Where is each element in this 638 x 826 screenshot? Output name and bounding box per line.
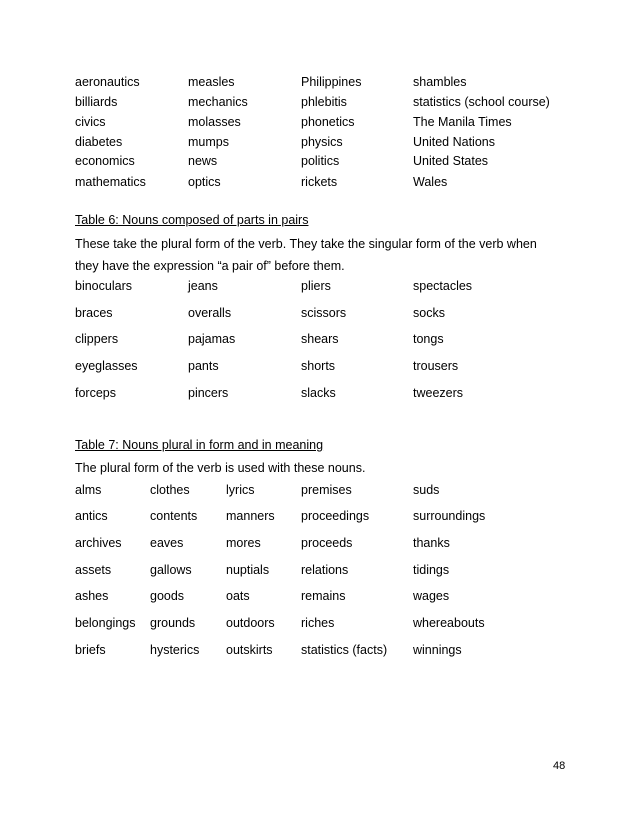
table-row <box>0 506 638 526</box>
table-row <box>0 480 638 500</box>
table-cell: measles <box>188 75 235 89</box>
table-cell: scissors <box>301 306 347 320</box>
table-cell: overalls <box>188 306 232 320</box>
table-cell: mores <box>226 536 261 550</box>
table-cell: Philippines <box>301 75 362 89</box>
table-cell: belongings <box>75 616 136 630</box>
table-cell: Wales <box>413 175 448 189</box>
table-cell: molasses <box>188 115 241 129</box>
table-row <box>0 151 638 171</box>
table-cell: jeans <box>188 279 218 293</box>
table-cell: clothes <box>150 483 190 497</box>
table-row <box>0 132 638 152</box>
table-cell: wages <box>413 589 450 603</box>
table-cell: pants <box>188 359 219 373</box>
table-cell: proceeds <box>301 536 353 550</box>
table-cell: eyeglasses <box>75 359 138 373</box>
table-cell: suds <box>413 483 440 497</box>
table-cell: winnings <box>413 643 462 657</box>
table-cell: aeronautics <box>75 75 140 89</box>
table6-heading: Table 6: Nouns composed of parts in pairs <box>75 213 309 227</box>
table-cell: pincers <box>188 386 229 400</box>
table-cell: clippers <box>75 332 119 346</box>
table-row <box>0 303 638 323</box>
table-row <box>0 613 638 633</box>
table-row <box>0 92 638 112</box>
table-cell: forceps <box>75 386 116 400</box>
table-cell: rickets <box>301 175 338 189</box>
table-cell: phlebitis <box>301 95 347 109</box>
table-cell: United Nations <box>413 135 495 149</box>
table-cell: grounds <box>150 616 196 630</box>
table-cell: riches <box>301 616 335 630</box>
table-cell: whereabouts <box>413 616 485 630</box>
table6-description-line1: These take the plural form of the verb. They take the singular form of the verb when <box>75 237 537 251</box>
table-row <box>0 276 638 296</box>
table-cell: briefs <box>75 643 106 657</box>
table-cell: phonetics <box>301 115 355 129</box>
table-cell: premises <box>301 483 352 497</box>
table-row <box>0 329 638 349</box>
table6-description-line2: they have the expression “a pair of” before them. <box>75 259 345 273</box>
table-cell: oats <box>226 589 250 603</box>
table-cell: The Manila Times <box>413 115 512 129</box>
table-cell: mumps <box>188 135 229 149</box>
table-row <box>0 533 638 553</box>
table-cell: pajamas <box>188 332 236 346</box>
table-cell: diabetes <box>75 135 123 149</box>
table-cell: binoculars <box>75 279 132 293</box>
table-cell: ashes <box>75 589 109 603</box>
table-cell: statistics (school course) <box>413 95 550 109</box>
table-cell: hysterics <box>150 643 200 657</box>
table-row <box>0 172 638 192</box>
table-cell: shears <box>301 332 339 346</box>
table-cell: lyrics <box>226 483 255 497</box>
table-cell: slacks <box>301 386 336 400</box>
table-cell: physics <box>301 135 343 149</box>
table-cell: nuptials <box>226 563 270 577</box>
table7-description: The plural form of the verb is used with these nouns. <box>75 461 366 475</box>
table-cell: politics <box>301 154 340 168</box>
table-cell: thanks <box>413 536 450 550</box>
table-cell: pliers <box>301 279 331 293</box>
table-cell: alms <box>75 483 102 497</box>
table-cell: proceedings <box>301 509 370 523</box>
table-cell: goods <box>150 589 185 603</box>
table-row <box>0 560 638 580</box>
table-cell: archives <box>75 536 122 550</box>
table-cell: tweezers <box>413 386 464 400</box>
table-cell: manners <box>226 509 275 523</box>
table-cell: antics <box>75 509 108 523</box>
table-cell: economics <box>75 154 135 168</box>
table-cell: mathematics <box>75 175 146 189</box>
table7-heading: Table 7: Nouns plural in form and in meaning <box>75 438 324 452</box>
table-cell: tidings <box>413 563 450 577</box>
table-cell: optics <box>188 175 221 189</box>
table-cell: assets <box>75 563 112 577</box>
table-cell: trousers <box>413 359 459 373</box>
table-cell: billiards <box>75 95 118 109</box>
table-row <box>0 586 638 606</box>
table-cell: remains <box>301 589 346 603</box>
table-cell: shambles <box>413 75 467 89</box>
table-cell: spectacles <box>413 279 473 293</box>
table-cell: statistics (facts) <box>301 643 388 657</box>
table-cell: shorts <box>301 359 336 373</box>
table-cell: United States <box>413 154 489 168</box>
page-number: 48 <box>553 760 566 772</box>
table-cell: news <box>188 154 218 168</box>
table-cell: tongs <box>413 332 444 346</box>
table-cell: outskirts <box>226 643 273 657</box>
table-cell: mechanics <box>188 95 248 109</box>
table-cell: gallows <box>150 563 192 577</box>
table-row <box>0 640 638 660</box>
table-row <box>0 383 638 403</box>
table-cell: eaves <box>150 536 184 550</box>
table-row <box>0 112 638 132</box>
table-cell: outdoors <box>226 616 275 630</box>
table-row <box>0 356 638 376</box>
table-cell: socks <box>413 306 445 320</box>
table-cell: civics <box>75 115 106 129</box>
table-cell: contents <box>150 509 198 523</box>
table-cell: relations <box>301 563 349 577</box>
table-row <box>0 72 638 92</box>
table-cell: braces <box>75 306 113 320</box>
table-cell: surroundings <box>413 509 486 523</box>
